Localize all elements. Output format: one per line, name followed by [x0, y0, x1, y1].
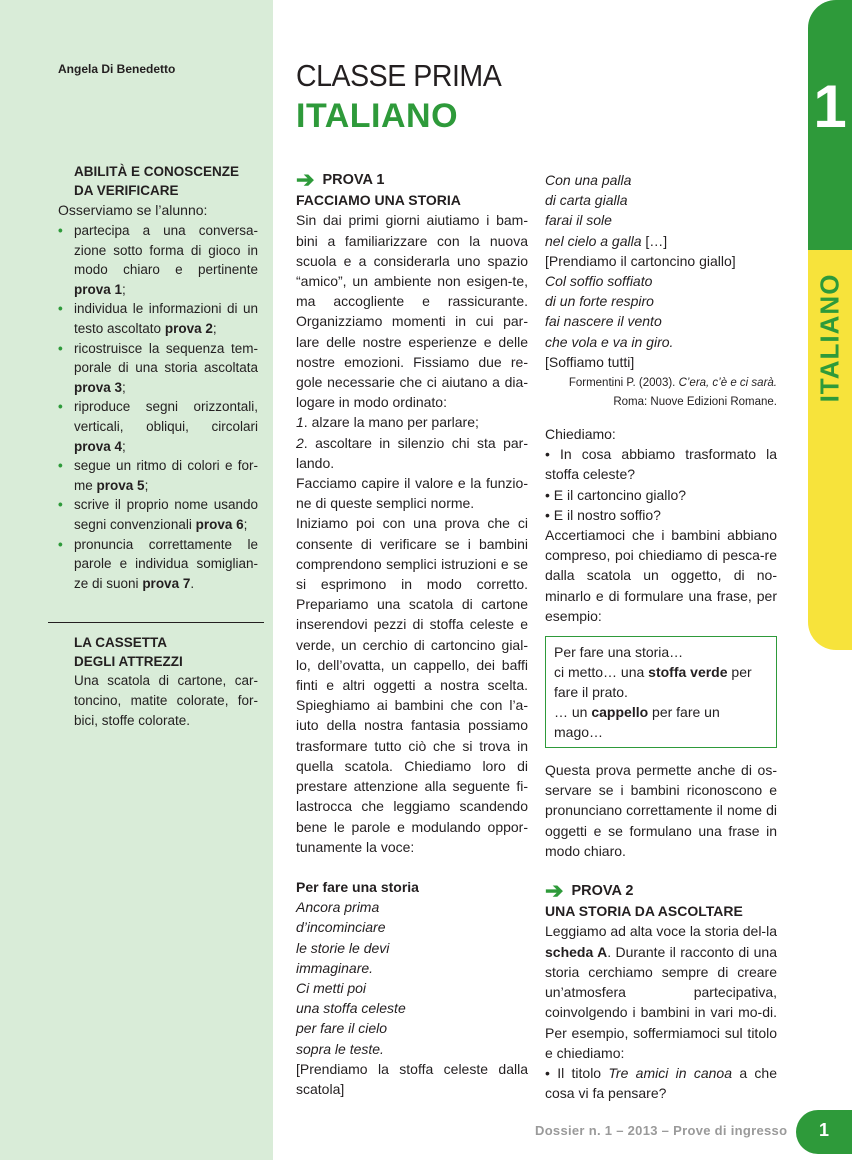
page-title: CLASSE PRIMA	[296, 58, 502, 93]
spacer	[296, 857, 528, 877]
section-number: 1	[813, 73, 847, 140]
rule-1	[296, 412, 528, 432]
abilita-heading	[74, 162, 239, 200]
tools-heading-line2: DEGLI ATTREZZI	[74, 654, 183, 669]
citation-title: C’era, c’è e ci sarà.	[678, 377, 777, 390]
story-title: Tre amici in canoa	[608, 1064, 733, 1081]
item-text: scrive il proprio nome usando segni convenzionali	[74, 497, 258, 532]
item-text: pronuncia correttamente le parole e individua somiglian-ze di suoni	[74, 536, 258, 591]
poem-line	[545, 231, 777, 251]
item-prova: prova 4	[74, 438, 123, 454]
tools-heading-line1: LA CASSETTA	[74, 635, 167, 650]
column-right	[545, 170, 777, 1103]
tools-text: Una scatola di cartone, car-toncino, matite colorate, for-bici, stoffe colorate.	[74, 673, 258, 728]
example-text: ci metto… una	[554, 664, 649, 681]
spacer	[545, 412, 777, 424]
rule-2	[296, 433, 528, 473]
item-prova: prova 6	[195, 516, 244, 532]
prova1-heading	[296, 167, 528, 193]
poem-line: le storie le devi	[296, 939, 390, 956]
list-item: • ricostruisce la sequenza tem-porale di una storia ascoltata prova 3;	[58, 340, 258, 395]
rule-number: 1	[296, 414, 304, 431]
sidebar-divider	[48, 622, 264, 623]
list-item: • segue un ritmo di colori e for-me prova 5;	[58, 458, 258, 493]
item-text: partecipa a una conversa-zione sotto forma di gioco in modo chiaro e pertinente	[74, 223, 258, 278]
list-item: • scrive il proprio nome usando segni convenzionali prova 6;	[58, 497, 258, 532]
question	[545, 1063, 777, 1103]
question-text: • Il titolo	[545, 1064, 609, 1081]
example-text: per fare un mago…	[554, 704, 720, 741]
example-bold: cappello	[591, 704, 649, 721]
list-item: • pronuncia correttamente le parole e individua somiglian-ze di suoni prova 7.	[58, 536, 258, 591]
abilita-list	[58, 221, 258, 593]
poem-line: farai il sole	[545, 212, 612, 229]
column-left	[296, 167, 528, 1099]
bullet-icon: •	[58, 458, 63, 474]
question: • In cosa abbiamo trasformato la stoffa celeste?	[545, 446, 777, 483]
poem-line: Ancora prima	[296, 899, 380, 916]
example-text: … un	[554, 704, 592, 721]
bullet-icon: •	[58, 399, 63, 415]
question: • E il cartoncino giallo?	[545, 486, 687, 503]
poem-line: di un forte respiro	[545, 293, 654, 310]
item-text: segue un ritmo di colori e for-me	[74, 458, 258, 493]
item-text: riproduce segni orizzontali, verticali, obliqui, circolari	[74, 399, 258, 434]
prova1-label: PROVA 1	[322, 172, 385, 188]
rule-text: . ascoltare in silenzio chi sta par-lando.	[296, 434, 528, 471]
poem-ellipsis: […]	[641, 232, 668, 249]
example-line	[554, 662, 768, 702]
prova2-label: PROVA 2	[571, 883, 634, 900]
poem-line: di carta gialla	[545, 192, 628, 209]
prova1-subtitle: FACCIAMO UNA STORIA	[296, 192, 461, 209]
poem-line: una stoffa celeste	[296, 1000, 406, 1017]
paragraph-text: . Durante il racconto di una storia cerchiamo sempre di creare un’atmosfera partecipativa, coinvolgendo i bambini in vari mo-di. Per esempio, soffermiamoci sul titolo e chiediamo:	[545, 943, 777, 1061]
item-prova: prova 3	[74, 379, 123, 395]
poem-line: fai nascere il vento	[545, 313, 662, 330]
paragraph: Questa prova permette anche di os-servare se i bambini riconoscono e pronunciano correttamente il nome di oggetti e se formulano una frase in modo chiaro.	[545, 762, 777, 859]
poem-line: Con una palla	[545, 172, 632, 188]
prova2-heading	[545, 878, 777, 904]
list-item: • partecipa a una conversa-zione sotto forma di gioco in modo chiaro e pertinente prova 1;	[58, 223, 258, 297]
rule-text: . alzare la mano per parlare;	[303, 414, 479, 431]
poem-note: [Prendiamo la stoffa celeste dalla scatola]	[296, 1060, 528, 1097]
paragraph: Sin dai primi giorni aiutiamo i bam-bini a familiarizzare con la nuova scuola e a considerarla uno spazio “amico”, un ambiente non esigen-te, ma accogliente e rassicurante. Organizziamo momenti in cui par-lare delle nostre esperienze e delle nostre emozioni. Fissiamo due re-gole necessarie che ci aiutano a dia-logare in modo ordinato:	[296, 212, 528, 411]
footer-text: Dossier n. 1 – 2013 – Prove di ingresso	[535, 1123, 788, 1138]
ask-label: Chiediamo:	[545, 426, 616, 443]
author-name: Angela Di Benedetto	[58, 62, 176, 76]
citation-author: Formentini P. (2003).	[568, 377, 679, 390]
poem-line: per fare il cielo	[296, 1020, 388, 1037]
page-subtitle: ITALIANO	[296, 97, 459, 135]
bullet-icon: •	[58, 223, 63, 238]
item-prova: prova 5	[96, 477, 145, 493]
item-text: individua le informazioni di un testo ascoltato	[74, 301, 258, 336]
abilita-heading-line1: ABILITÀ E CONOSCENZE	[74, 164, 240, 179]
item-prova: prova 2	[164, 320, 213, 336]
example-line	[554, 702, 768, 742]
abilita-heading-line2: DA VERIFICARE	[74, 183, 179, 198]
scheda-ref: scheda A	[545, 943, 608, 960]
question-text: a che cosa vi fa pensare?	[545, 1064, 777, 1102]
poem-line: sopra le teste.	[296, 1040, 384, 1057]
poem-line: che vola e va in giro.	[545, 333, 674, 350]
bullet-icon: •	[58, 301, 63, 317]
item-prova: prova 7	[142, 575, 191, 591]
example-text: per fare il prato.	[554, 664, 752, 701]
poem-line: d’incominciare	[296, 919, 386, 936]
citation	[545, 374, 777, 412]
poem-note: [Prendiamo il cartoncino giallo]	[545, 252, 736, 269]
paragraph-text: Leggiamo ad alta voce la storia del-la	[545, 923, 777, 940]
paragraph: Facciamo capire il valore e la funzio-ne di queste semplici norme.	[296, 475, 528, 512]
poem-note: [Soffiamo tutti]	[545, 353, 635, 370]
arrow-right-icon: ➔	[545, 878, 564, 904]
poem-line: Ci metti poi	[296, 979, 367, 996]
bullet-icon: •	[58, 497, 63, 513]
poem-title: Per fare una storia	[296, 878, 419, 895]
example-line: Per fare una storia…	[554, 644, 684, 661]
item-text: ricostruisce la sequenza tem-porale di una storia ascoltata	[74, 340, 258, 376]
arrow-right-icon: ➔	[296, 167, 315, 193]
poem-line: Col soffio soffiato	[545, 273, 653, 290]
spacer	[545, 861, 777, 881]
list-item: • riproduce segni orizzontali, verticali, obliqui, circolari prova 4;	[58, 399, 258, 454]
rule-number: 2	[296, 434, 304, 451]
item-prova: prova 1	[74, 281, 123, 297]
paragraph	[545, 921, 777, 1062]
paragraph: Accertiamoci che i bambini abbiano compreso, poi chiediamo di pesca-re dalla scatola un oggetto, di no-minarlo e di formulare una frase, per esempio:	[545, 527, 777, 624]
list-item: • individua le informazioni di un testo ascoltato prova 2;	[58, 301, 258, 336]
page-number: 1	[818, 1120, 829, 1140]
bullet-icon: •	[58, 536, 63, 552]
abilita-intro: Osserviamo se l’alunno:	[58, 202, 208, 218]
section-label: ITALIANO	[814, 273, 845, 403]
paragraph: Iniziamo poi con una prova che ci consente di verificare se i bambini comprendono semplici istruzioni e se si esprimono in modo corretto. Prepariamo una scatola di cartone inserendovi pezzi di stoffa celeste e verde, un cerchio di cartoncino gial-lo, dell’ovatta, un cappello, dei baffi finti e altri oggetti a nostra scelta. Spieghiamo ai bambini che con l’a-iuto della nostra fantasia possiamo trasformare tutto ciò che si trova in quella scatola. Chiediamo loro di prestare attenzione alla seguente fi-lastrocca che leggiamo scandendo bene le parole e modulando oppor-tunamente la voce:	[296, 515, 528, 855]
example-box	[545, 636, 777, 748]
tools-heading	[74, 633, 183, 671]
citation-line1	[545, 374, 777, 393]
prova2-subtitle: UNA STORIA DA ASCOLTARE	[545, 903, 743, 920]
bullet-icon: •	[58, 340, 63, 356]
citation-line2: Roma: Nuove Edizioni Romane.	[613, 396, 777, 409]
poem-line: immaginare.	[296, 959, 374, 976]
poem-line-text: nel cielo a galla	[545, 232, 642, 249]
question: • E il nostro soffio?	[545, 506, 661, 523]
example-bold: stoffa verde	[648, 664, 728, 681]
